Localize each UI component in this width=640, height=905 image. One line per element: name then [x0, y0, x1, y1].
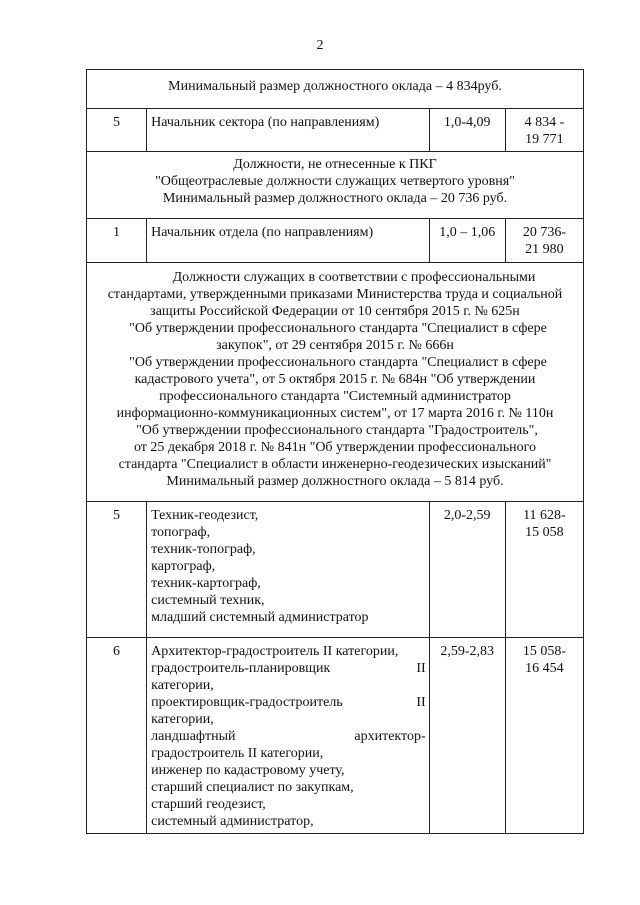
position-title — [147, 502, 430, 638]
salary-line: 16 454 — [525, 661, 564, 676]
section-line: закупок", от 29 сентября 2015 г. № 666н — [216, 338, 454, 353]
title-line: картограф, — [151, 559, 216, 574]
table-row — [87, 638, 584, 834]
salary-line: 15 058- — [522, 644, 566, 659]
table-row — [87, 219, 584, 263]
coefficient: 2,59-2,83 — [429, 638, 505, 834]
row-number: 1 — [87, 219, 147, 263]
section-header-text — [87, 152, 584, 219]
section-line: Минимальный размер должностного оклада – 20 736 руб. — [162, 191, 508, 206]
coefficient: 1,0-4,09 — [429, 109, 505, 152]
salary-line: 21 980 — [525, 242, 564, 257]
salary-line: 11 628- — [523, 508, 566, 523]
salary-range — [505, 109, 583, 152]
salary-line: 19 771 — [525, 132, 564, 147]
position-title — [147, 638, 430, 834]
title-line: техник-топограф, — [151, 542, 256, 557]
title-line: категории, — [151, 678, 214, 693]
title-line: системный администратор, — [151, 814, 314, 829]
section-line: "Об утверждении профессионального стандарта "Специалист в сфере — [129, 321, 547, 336]
section-line: Минимальный размер должностного оклада – 5 814 руб. — [166, 474, 504, 489]
title-line: системный техник, — [151, 593, 265, 608]
salary-line: 4 834 - — [524, 115, 565, 130]
page-number: 2 — [316, 38, 324, 53]
salary-range — [505, 219, 583, 263]
salary-range — [505, 638, 583, 834]
position-title: Начальник отдела (по направлениям) — [147, 219, 430, 263]
section-line: "Об утверждении профессионального стандарта "Специалист в сфере — [129, 355, 547, 370]
title-line — [151, 694, 426, 711]
section-line: профессионального стандарта "Системный администратор — [159, 389, 511, 404]
title-word: архитектор- — [354, 729, 426, 744]
title-line — [151, 728, 426, 745]
coefficient: 2,0-2,59 — [429, 502, 505, 638]
title-line: техник-картограф, — [151, 576, 261, 591]
title-line: старший геодезист, — [151, 797, 266, 812]
title-line: топограф, — [151, 525, 211, 540]
salary-range — [505, 502, 583, 638]
title-line: градостроитель II категории, — [151, 746, 324, 761]
section-line: стандарта "Специалист в области инженерно-геодезических изысканий" — [118, 457, 552, 472]
title-line: Техник-геодезист, — [151, 508, 259, 523]
title-line: категории, — [151, 712, 214, 727]
min-salary-row-1 — [87, 70, 584, 109]
title-line: старший специалист по закупкам, — [151, 780, 354, 795]
salary-line: 15 058 — [525, 525, 564, 540]
salary-table — [86, 69, 584, 834]
section-line: информационно-коммуникационных систем", от 17 марта 2016 г. № 110н — [116, 406, 554, 421]
row-number: 6 — [87, 638, 147, 834]
section-header-3 — [87, 263, 584, 502]
title-line — [151, 660, 426, 677]
section-line: Должности служащих в соответствии с профессиональными — [172, 270, 536, 285]
title-word: II — [416, 695, 426, 710]
salary-line: 20 736- — [522, 225, 566, 240]
section-line: "Об утверждении профессионального стандарта "Градостроитель", — [136, 423, 538, 438]
title-line: Архитектор-градостроитель II категории, — [151, 644, 399, 659]
section-header-text — [87, 263, 584, 502]
table-row — [87, 109, 584, 152]
section-line: Должности, не отнесенные к ПКГ — [233, 157, 437, 172]
min-salary-text-1: Минимальный размер должностного оклада – 4 834руб. — [87, 70, 584, 109]
row-number: 5 — [87, 109, 147, 152]
title-line: инженер по кадастровому учету, — [151, 763, 345, 778]
title-word: проектировщик-градостроитель — [151, 695, 343, 710]
coefficient: 1,0 – 1,06 — [429, 219, 505, 263]
title-word: II — [416, 661, 426, 676]
row-number: 5 — [87, 502, 147, 638]
section-line: "Общеотраслевые должности служащих четвертого уровня" — [155, 174, 515, 189]
title-word: градостроитель-планировщик — [151, 661, 331, 676]
title-line: младший системный администратор — [151, 610, 369, 625]
section-line: защиты Российской Федерации от 10 сентября 2015 г. № 625н — [150, 304, 520, 319]
position-title: Начальник сектора (по направлениям) — [147, 109, 430, 152]
section-line: стандартами, утвержденными приказами Министерства труда и социальной — [107, 287, 563, 302]
title-word: ландшафтный — [151, 729, 236, 744]
table-row — [87, 502, 584, 638]
section-line: кадастрового учета", от 5 октября 2015 г. № 684н "Об утверждении — [134, 372, 536, 387]
section-line: от 25 декабря 2018 г. № 841н "Об утверждении профессионального — [133, 440, 537, 455]
section-header-2 — [87, 152, 584, 219]
